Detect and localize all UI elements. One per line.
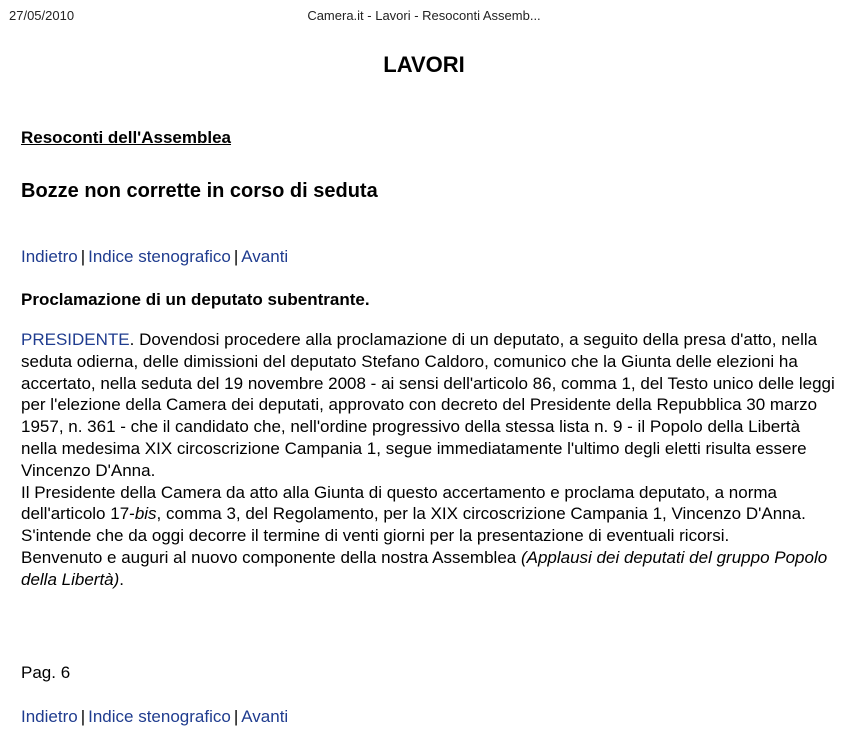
page-heading: LAVORI xyxy=(383,52,465,77)
nav-separator: | xyxy=(233,247,239,266)
speech-text: Il Presidente della Camera da atto alla Giunta di questo accertamento e proclama deputato, a norma dell'articolo 17- xyxy=(21,482,777,524)
print-header xyxy=(0,8,848,28)
speech-paragraph xyxy=(21,482,836,526)
nav-index-link[interactable]: Indice stenografico xyxy=(88,247,231,266)
sub-title: Bozze non corrette in corso di seduta xyxy=(21,180,378,202)
speech-paragraph: S'intende che da oggi decorre il termine di venti giorni per la presentazione di eventuali ricorsi. xyxy=(21,526,730,546)
speaker-name[interactable]: PRESIDENTE xyxy=(21,330,130,349)
nav-separator: | xyxy=(233,707,239,726)
item-title: Proclamazione di un deputato subentrante. xyxy=(21,290,370,309)
nav-bottom xyxy=(21,706,288,728)
nav-top xyxy=(21,246,288,268)
nav-forward-link[interactable]: Avanti xyxy=(241,707,289,726)
applause-note: (Applausi dei deputati del gruppo Popolo della Libertà) xyxy=(21,547,828,589)
speech-italic-bis: bis xyxy=(134,504,157,524)
page-number: Pag. 6 xyxy=(21,663,71,682)
nav-index-link[interactable]: Indice stenografico xyxy=(88,707,231,726)
content xyxy=(21,124,836,726)
speech-text: Benvenuto e auguri al nuovo componente della nostra Assemblea xyxy=(21,547,521,567)
section-title: Resoconti dell'Assemblea xyxy=(21,128,232,147)
nav-back-link[interactable]: Indietro xyxy=(21,247,78,266)
nav-separator: | xyxy=(80,247,86,266)
speech-paragraph xyxy=(21,329,836,482)
print-date: 27/05/2010 xyxy=(9,8,75,23)
speech-body xyxy=(21,329,836,591)
speech-text: . xyxy=(119,569,125,589)
nav-separator: | xyxy=(80,707,86,726)
speech-text: , comma 3, del Regolamento, per la XIX circoscrizione Campania 1, Vincenzo D'Anna. xyxy=(156,504,806,524)
nav-forward-link[interactable]: Avanti xyxy=(241,247,289,266)
speech-paragraph xyxy=(21,547,836,591)
nav-back-link[interactable]: Indietro xyxy=(21,707,78,726)
speech-text: . Dovendosi procedere alla proclamazione di un deputato, a seguito della presa d'atto, nella seduta odierna, delle dimissioni del deputato Stefano Caldoro, comunico che la Giunta delle elezioni ha accertato, nella seduta del 19 novembre 2008 - ai sensi dell'articolo 86, comma 1, del Testo unico delle leggi per l'elezione della Camera dei deputati, approvato con decreto del Presidente della Repubblica 30 marzo 1957, n. 361 - che il candidato che, nell'ordine progressivo della stessa lista n. 9 - il Popolo della Libertà nella medesima XIX circoscrizione Campania 1, segue immediatamente l'ultimo degli eletti risulta essere Vincenzo D'Anna. xyxy=(21,330,835,480)
print-title: Camera.it - Lavori - Resoconti Assemb... xyxy=(307,8,541,23)
